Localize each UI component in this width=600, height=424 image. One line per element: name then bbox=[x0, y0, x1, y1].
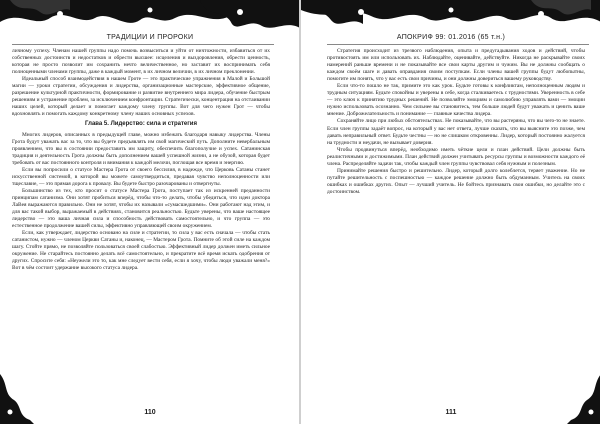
right-header-rule bbox=[327, 44, 589, 45]
chapter-heading: Глава 5. Лидерство: сила и стратегия bbox=[85, 121, 197, 128]
left-paragraph: личному успеху. Членам нашей группы надо помочь возвыситься и уйти от ничтожности, избавиться от их собственных достоинств и недостатков и обрести высшее: исцеления и выздоровления, обрести ценность, которая не просто позволит им сохранить нечто величественное, но заставит их воспринимать себя полноценными членами группы, даже в каждый момент, в их личном величии, в их личном преклонении. bbox=[12, 48, 270, 76]
right-page bbox=[301, 0, 600, 424]
right-paragraph: Если что-то пошло не так, примите это как урок. Будьте готовы к конфликтам, неполноценным людям и трудным ситуациям. Будьте спокойны и уверены в себе, когда сталкиваетесь с трудностями. Уверенность в себе — это ключ к принятию трудных решений. Не позволяйте эмоциям и самолюбию управлять вами — эмоции нужно использовать осознанно. Чем сильнее вы становитесь, тем больше людей будут уважать и ценить ваше мнение. Доброжелательность и понимание — главные качества лидера. bbox=[327, 83, 585, 118]
right-paragraph: Принимайте решения быстро и решительно. Лидер, который долго колеблется, теряет уважение. Но не путайте решительность с поспешностью — каждое решение должно быть обдуманным. Учитесь на своих ошибках и ошибках других. Опыт — лучший учитель. Не бойтесь признавать свои ошибки, но делайте это с достоинством. bbox=[327, 167, 585, 195]
left-running-head: ТРАДИЦИИ И ПРОРОКИ bbox=[106, 34, 194, 41]
right-body-text bbox=[327, 48, 585, 196]
right-page-number: 111 bbox=[445, 409, 457, 416]
right-running-head: АПОКРИФ 99: 01.2016 (65 т.н.) bbox=[396, 34, 506, 41]
left-ornament-banner bbox=[0, 0, 300, 34]
right-paragraph: Сохраняйте лицо при любых обстоятельствах. Не показывайте, что вы растеряны, что вы чего-то не знаете. Если член группы задаёт вопрос, на который у вас нет ответа, лучше сказать, что вы выясните это позже, чем давать неправильный ответ. Будьте честны — но не слишком откровенны. Лидер, который постоянно жалуется на трудности и неудачи, не вызывает доверия. bbox=[327, 118, 585, 146]
left-paragraph: Идеальный способ взаимодействия в нашем Гроте — это практические упражнения в Малой и Большой магии — уроки стратегии, обсуждения и лидерства, организационные мастерские, эффективное общение, разрешение культурной практичности, формирование и развитие внутреннего мира лидера, обучение быстрым решениям и устранение проблем, за исключением конфронтации. Стратегически, концентрация на отстаивании наших целей, который делает и помогает каждому члену группы. Вот для чего нужен Грот — чтобы вдохновлять и помогать каждому конкретному члену наших основных успехов. bbox=[12, 76, 270, 118]
right-paragraph: Чтобы продвинуться вперёд, необходимо иметь чёткие цели и план действий. Цели должны быть реалистичными и достижимыми. План действий должен учитывать ресурсы группы и возможности каждого её члена. Распределяйте задачи так, чтобы каждый член группы чувствовал себя нужным и полезным. bbox=[327, 146, 585, 167]
left-paragraph: Если, как утверждает, лидерство основано на силе и стратегии, то сила у вас есть сначала — чтобы стать сатанистом, нужно — членом Церкви Сатаны и, наконец, — Мастером Грота. Помните об этой силе на каждом шагу. Стойте прямо, не позволяйте пользоваться своей слабостью. Эффективный лидер должен иметь сильное окружение. Не старайтесь постоянно делать всё самостоятельно, и прекратите всё время искать одобрения от других. Спросите себя: «Неужели это то, как мне следует вести себя, если я хочу, чтобы люди уважали меня?» Вот в чём состоит удержание высокого статуса лидера. bbox=[12, 230, 270, 272]
left-paragraph: Многих лидеров, описанных в предыдущей главе, можно избежать благодаря навыку лидерства. Члены Грота будут уважать вас за то, что вы будете предъявлять им свой магический путь. Дополните невербальным проявлением, что вы в состоянии предоставить им защиту, обеспечить благополучие и успех. Сатанинская традиция и деятельность Грота должны быть дополнением вашей успешной жизни, а не обузой, которая будет требовать от вас постоянного контроля и внимания к каждой мелочи, поглощая все время и энергию. bbox=[12, 131, 270, 166]
right-ornament-banner bbox=[301, 0, 600, 34]
left-page-number: 110 bbox=[144, 409, 156, 416]
right-paragraph: Стратегия происходит из трезвого наблюдения, опыта и предугадывания ходов и действий, чтобы противостоять им или использовать их. Наблюдайте, оценивайте, действуйте. Никогда не раскрывайте своих намерений раньше времени и не показывайте все свои карты другим и чужим. Вы не должны сообщать о каждом своём шаге и давать оправдания своим поступкам. Если члены вашей группы будут любопытны, помогите им понять, что у вас есть свои причины, и они должны довериться вашему руководству. bbox=[327, 48, 585, 83]
left-paragraph: Если вы попросили о статусе Мастера Грота от своего бессилия, в надежде, что Церковь Сатаны станет искусственной системой, в которой вы можете самоутвердиться, предавая чувство неполноценности или тщеславие, — это прямая дорога к провалу. Вы будете быстро разочарованы и отвергнуты. bbox=[12, 166, 270, 187]
left-paragraph: Большинство из тех, кто просит о статусе Мастера Грота, поступает так из искренней преданности принципам сатанизма. Они хотят пробиться вперёд, чтобы что-то делать, чтобы убедиться, что идеи доктора ЛаВея выражаются правильно. Они не хотят, чтобы их называли «сумасшедшими». Они работают над этим, и для вас такой выбор, выражаемый в действиях, становится реальностью. Будьте уверены, что ваше настоящее лидерство — это ваша личная сила и способность действовать самостоятельно, и что группа — это естественное продолжение вашей силы, эффективно управляющей своим окружением. bbox=[12, 187, 270, 230]
left-body-text bbox=[12, 48, 270, 272]
left-header-rule bbox=[12, 44, 274, 45]
